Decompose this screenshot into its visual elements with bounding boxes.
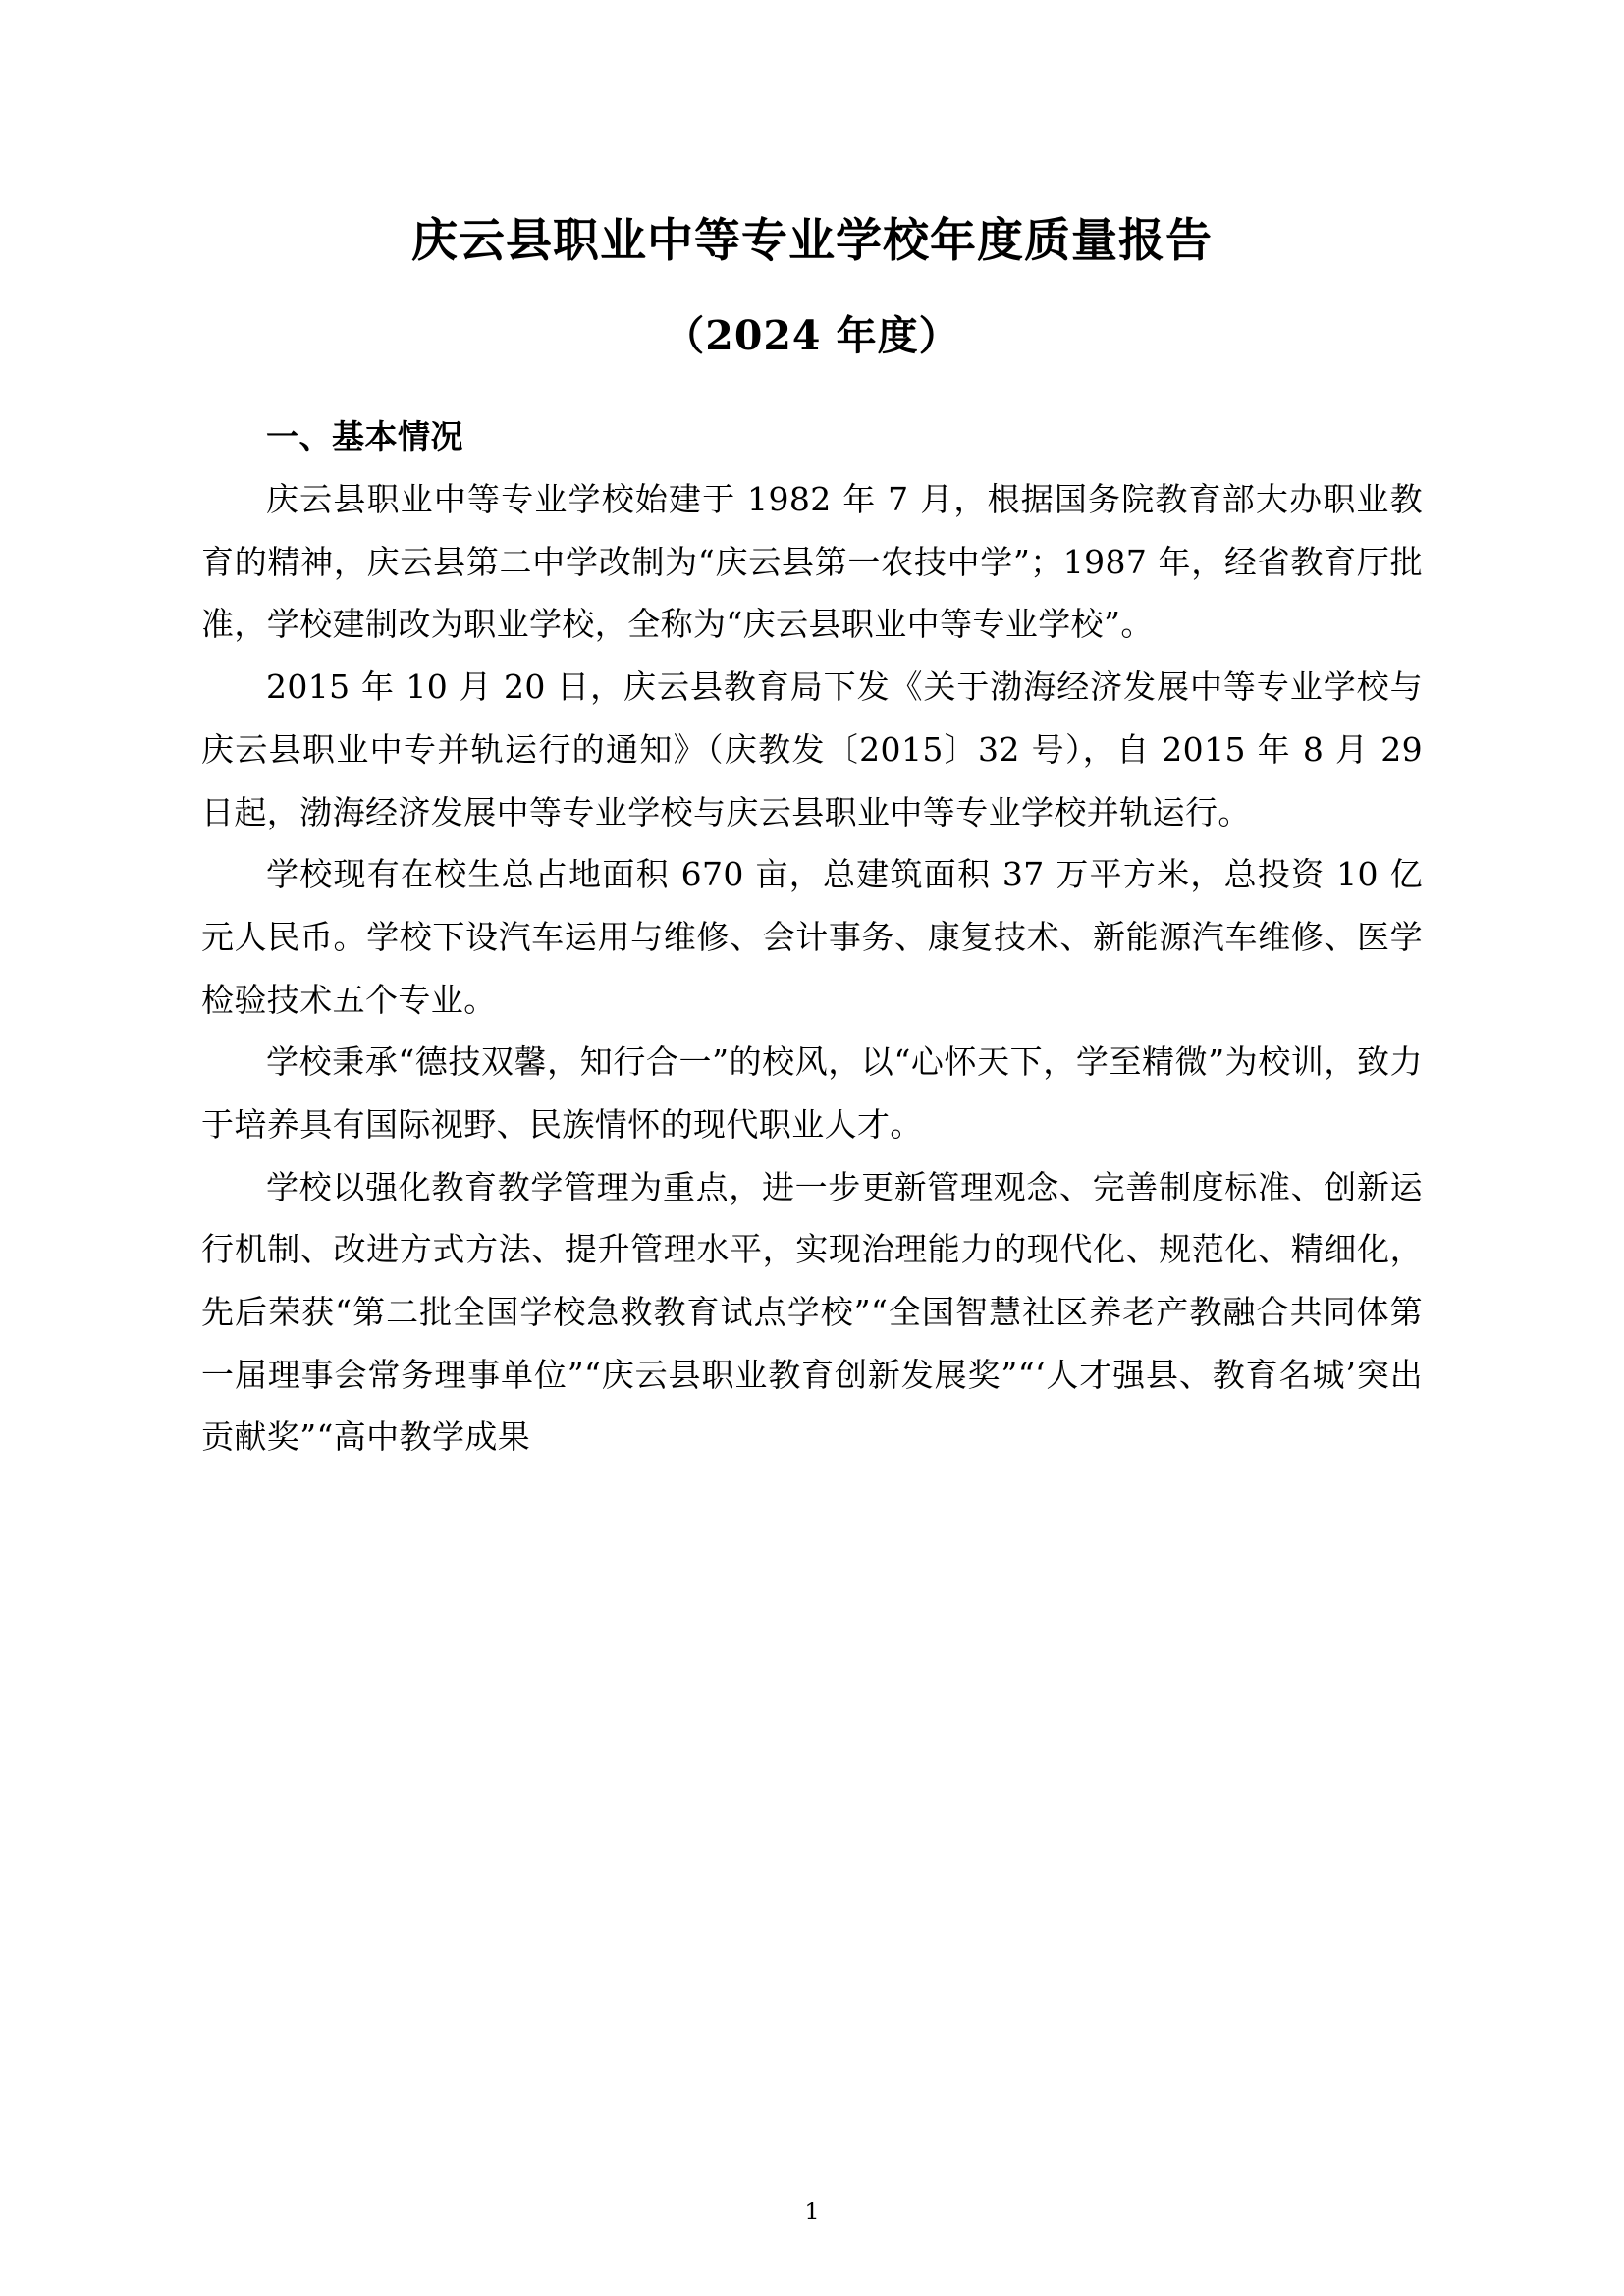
page-number: 1 [804, 2198, 820, 2225]
paragraph-3: 学校现有在校生总占地面积 670 亩，总建筑面积 37 万平方米，总投资 10 亿元人民币。学校下设汽车运用与维修、会计事务、康复技术、新能源汽车维修、医学检验技术五个专业。 [201, 855, 1423, 1019]
paragraph-2: 2015 年 10 月 20 日，庆云县教育局下发《关于渤海经济发展中等专业学校与庆云县职业中专并轨运行的通知》（庆教发〔2015〕32 号），自 2015 年 8 月 29 日起，渤海经济发展中等专业学校与庆云县职业中等专业学校并轨运行。 [201, 667, 1423, 831]
page-subtitle: （2024 年度） [664, 311, 960, 359]
paragraph-1: 庆云县职业中等专业学校始建于 1982 年 7 月，根据国务院教育部大办职业教育的精神，庆云县第二中学改制为“庆云县第一农技中学”；1987 年，经省教育厅批准，学校建制改为职业学校，全称为“庆云县职业中等专业学校”。 [201, 480, 1423, 644]
paragraph-4: 学校秉承“德技双馨，知行合一”的校风，以“心怀天下，学至精微”为校训，致力于培养具有国际视野、民族情怀的现代职业人才。 [201, 1042, 1423, 1144]
paragraph-5: 学校以强化教育教学管理为重点，进一步更新管理观念、完善制度标准、创新运行机制、改进方式方法、提升管理水平，实现治理能力的现代化、规范化、精细化，先后荣获“第二批全国学校急救教育试点学校”“全国智慧社区养老产教融合共同体第一届理事会常务理事单位”“庆云县职业教育创新发展奖”“‘人才强县、教育名城’突出贡献奖”“高中教学成果 [201, 1167, 1423, 1457]
section-heading-basic-info: 一、基本情况 [266, 417, 463, 456]
page-title: 庆云县职业中等专业学校年度质量报告 [411, 214, 1213, 268]
